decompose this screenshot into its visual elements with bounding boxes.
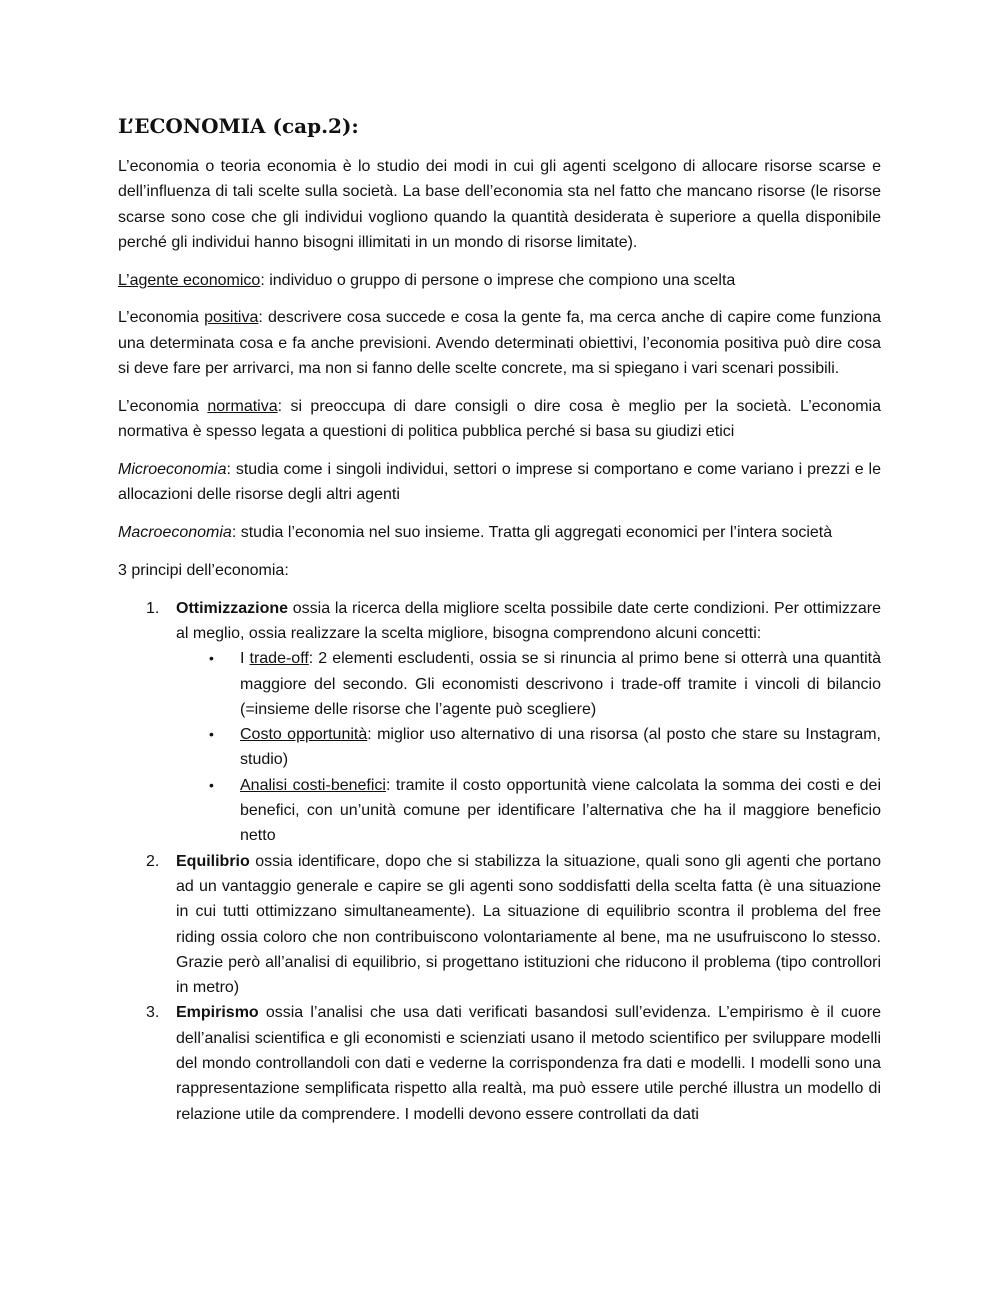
list-text: ossia identificare, dopo che si stabilizza la situazione, quali sono gli agenti che portano ad un vantaggio generale e capire se gli agenti sono soddisfatti della scelta fatta (è una situazione in cui tutti ottimizzano simultaneamente). La situazione di equilibrio scontra il problema del free riding ossia coloro che non contribuiscono volontariamente al bene, ma ne usufruiscono lo stesso. Grazie però all’analisi di equilibrio, si progettano istituzioni che riducono il problema (tipo controllori in metro) bbox=[176, 852, 881, 997]
list-term: Ottimizzazione bbox=[176, 599, 289, 617]
principi-intro: 3 principi dell’economia: bbox=[118, 561, 289, 579]
intro-paragraph: L’economia o teoria economia è lo studio dei modi in cui gli agenti scelgono di allocare risorse scarse e dell’influenza di tali scelte sulla società. La base dell’economia sta nel fatto che mancano risorse (le risorse scarse sono cose che gli individui vogliono quando la quantità desiderata è superiore a quella disponibile perché gli individui hanno bisogni illimitati in un mondo di risorse limitate). bbox=[118, 158, 881, 251]
list-item bbox=[146, 849, 881, 1001]
positiva-term: positiva bbox=[204, 309, 259, 327]
sub-list-item bbox=[209, 646, 882, 722]
normativa-term: normativa bbox=[207, 397, 278, 415]
list-item bbox=[146, 1000, 881, 1126]
list-text: ossia l’analisi che usa dati verificati basandosi sull’evidenza. L’empirismo è il cuore dell’analisi scientifica e gli economisti e scienziati usano il metodo scientifico per sviluppare modelli del mondo controllandoli con dati e vederne la corrispondenza fra dati e modelli. I modelli sono una rappresentazione semplificata rispetto alla realtà, ma può essere utile perché illustra un modello di relazione utile da comprendere. I modelli devono essere controllati da dati bbox=[176, 1004, 881, 1123]
agente-paragraph bbox=[118, 268, 881, 293]
list-number: 2. bbox=[146, 852, 160, 870]
positiva-text: : descrivere cosa succede e cosa la gente fa, ma cerca anche di capire come funziona una determinata cosa e fa anche previsioni. Avendo determinati obiettivi, l’economia positiva può dire cosa si deve fare per arrivarci, ma non si fanno delle scelte concrete, ma si spiegano i vari scenari possibili. bbox=[118, 309, 882, 378]
micro-term: Microeconomia bbox=[118, 460, 227, 478]
sub-term: Costo opportunità bbox=[240, 726, 368, 744]
positiva-pre: L’economia bbox=[118, 309, 205, 327]
list-text: ossia la ricerca della migliore scelta possibile date certe condizioni. Per ottimizzare al meglio, ossia realizzare la scelta migliore, bisogna comprendono alcuni concetti: bbox=[176, 599, 881, 642]
macro-term: Macroeconomia bbox=[118, 524, 232, 542]
micro-paragraph bbox=[118, 457, 881, 508]
list-term: Equilibrio bbox=[176, 852, 250, 870]
page-title: L’ECONOMIA (cap.2): bbox=[118, 114, 359, 138]
agente-term: L’agente economico bbox=[118, 271, 261, 289]
sub-list bbox=[176, 646, 881, 848]
sub-text: : 2 elementi escludenti, ossia se si rinuncia al primo bene si otterrà una quantità maggiore del secondo. Gli economisti descrivono i trade-off tramite i vincoli di bilancio (=insieme delle risorse che l’agente può scegliere) bbox=[240, 650, 882, 718]
micro-text: : studia come i singoli individui, settori o imprese si comportano e come variano i prezzi e le allocazioni delle risorse degli altri agenti bbox=[118, 460, 881, 504]
list-number: 1. bbox=[146, 599, 160, 617]
agente-text: : individuo o gruppo di persone o imprese che compiono una scelta bbox=[260, 271, 736, 289]
macro-text: : studia l’economia nel suo insieme. Tratta gli aggregati economici per l’intera società bbox=[231, 524, 833, 542]
bullet-icon: • bbox=[209, 726, 214, 743]
sub-list-item bbox=[209, 722, 881, 773]
macro-paragraph bbox=[118, 520, 881, 545]
list-item bbox=[146, 596, 882, 849]
document-page bbox=[118, 112, 881, 1127]
sub-text: : miglior uso alternativo di una risorsa (al posto che stare su Instagram, studio) bbox=[240, 726, 881, 769]
sub-text: : tramite il costo opportunità viene calcolata la somma dei costi e dei benefici, con un’unità comune per identificare l’alternativa che ha il maggiore beneficio netto bbox=[240, 776, 882, 845]
principi-list bbox=[118, 596, 881, 1127]
bullet-icon: • bbox=[209, 650, 214, 667]
bullet-icon: • bbox=[209, 776, 214, 793]
normativa-pre: L’economia bbox=[118, 397, 208, 415]
normativa-text: : si preoccupa di dare consigli o dire cosa è meglio per la società. L’economia normativa è spesso legata a questioni di politica pubblica perché si basa su giudizi etici bbox=[118, 397, 882, 441]
list-term: Empirismo bbox=[176, 1004, 259, 1022]
sub-list-item bbox=[209, 773, 882, 849]
sub-term: Analisi costi-benefici bbox=[240, 776, 386, 794]
list-number: 3. bbox=[146, 1004, 160, 1022]
positiva-paragraph bbox=[118, 305, 881, 381]
sub-term: trade-off bbox=[249, 650, 309, 668]
sub-pre: I bbox=[240, 650, 250, 668]
normativa-paragraph bbox=[118, 394, 881, 445]
